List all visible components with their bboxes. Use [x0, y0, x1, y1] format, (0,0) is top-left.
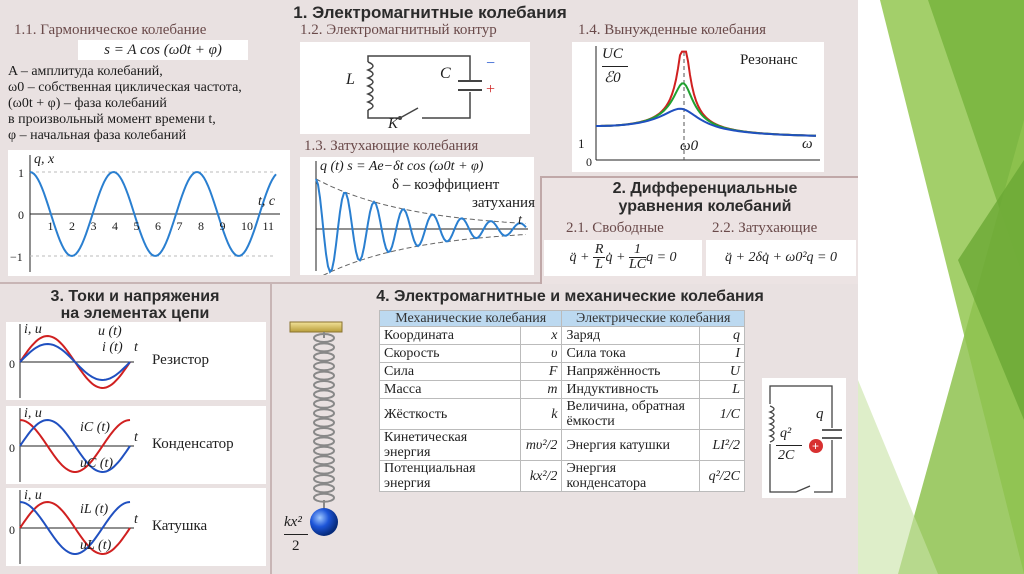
section-2-title-line: уравнения колебаний: [618, 198, 792, 215]
phase-curve-b-label: uL (t): [80, 538, 112, 553]
phase-axes-label: i, u: [24, 488, 42, 503]
mech-quantity: Потенциальная энергия: [380, 461, 521, 492]
section-3-title-line: 3. Токи и напряжения: [50, 288, 220, 305]
mech-symbol: k: [520, 399, 562, 430]
el-quantity: Энергия конденсатора: [562, 461, 700, 492]
cap-energy-bar: [776, 445, 802, 446]
analogy-row: [380, 345, 745, 363]
section-2-title: [560, 180, 850, 216]
el-quantity: Заряд: [562, 327, 700, 345]
resonance-label: Резонанс: [740, 52, 798, 68]
el-symbol: L: [700, 381, 745, 399]
el-symbol: I: [700, 345, 745, 363]
phase-element-label: Конденсатор: [152, 436, 234, 452]
el-symbol: 1/C: [700, 399, 745, 430]
mech-symbol: x: [520, 327, 562, 345]
lc-circuit-energy: [762, 378, 846, 498]
header-electrical: Электрические колебания: [562, 311, 745, 327]
resonance-w: ω: [802, 136, 813, 152]
phase-curve-a-label: iL (t): [80, 502, 109, 517]
s22-formula: q̈ + 2δq̇ + ω0²q = 0: [706, 240, 856, 276]
harmonic-xtick: 6: [155, 219, 161, 233]
section-3-title: [10, 288, 260, 322]
cap-energy-num: q²: [780, 426, 792, 441]
el-quantity: Напряжённость: [562, 363, 700, 381]
spring-coil-turn: [314, 428, 334, 436]
phase-curve-a-label: u (t): [98, 324, 122, 339]
harmonic-ytick: −1: [10, 250, 23, 264]
mech-quantity: Масса: [380, 381, 521, 399]
section-3-title-line: на элементах цепи: [60, 305, 210, 322]
phase-element-label: Резистор: [152, 352, 209, 368]
s11-formula: s = A cos (ω0t + φ): [78, 40, 248, 60]
harmonic-xlabel: t, c: [258, 194, 276, 209]
s11-title: 1.1. Гармоническое колебание: [14, 22, 207, 38]
s11-desc-line: (ω0t + φ) – фаза колебаний: [8, 96, 167, 111]
phase-zero: 0: [9, 523, 15, 537]
section-1-title: 1. Электромагнитные колебания: [293, 3, 567, 22]
harmonic-xtick: 11: [262, 219, 275, 233]
spring-coil-turn: [314, 362, 334, 370]
resonance-zero: 0: [586, 155, 592, 169]
el-symbol: q: [700, 327, 745, 345]
lc-circuit-svg: [300, 42, 530, 134]
resonance-ylabel-bar: [602, 66, 628, 67]
spring-energy-den: 2: [292, 538, 300, 554]
s12-title: 1.2. Электромагнитный контур: [300, 22, 497, 38]
lc-energy-svg: [762, 378, 846, 498]
resonance-one: 1: [578, 136, 585, 151]
mech-symbol: kx²/2: [520, 461, 562, 492]
analogy-table: [379, 310, 745, 492]
inductor-label: L: [346, 71, 355, 88]
harmonic-xtick: 1: [47, 219, 54, 233]
s11-desc-line: φ – начальная фаза колебаний: [8, 128, 187, 143]
el-quantity: Величина, обратная ёмкости: [562, 399, 700, 430]
resonance-ylabel-num: UC: [602, 46, 623, 62]
el-quantity: Сила тока: [562, 345, 700, 363]
spring-coil-turn: [314, 447, 334, 455]
phase-t-label: t: [134, 430, 138, 445]
spring-coil-turn: [314, 353, 334, 361]
header-mechanical: Механические колебания: [380, 311, 562, 327]
spring-coil-turn: [314, 475, 334, 483]
harmonic-xtick: 4: [112, 219, 118, 233]
phase-t-label: t: [134, 340, 138, 355]
harmonic-graph-svg: [8, 150, 290, 276]
section-4-title: 4. Электромагнитные и механические колебания: [376, 288, 764, 305]
el-symbol: LI²/2: [700, 430, 745, 461]
phase-curve-a-label: iC (t): [80, 420, 110, 435]
damped-desc: затухания: [472, 195, 535, 211]
spring-coil-turn: [314, 409, 334, 417]
analogy-row: [380, 381, 745, 399]
section-2-title-line: 2. Дифференциальные: [612, 180, 798, 197]
spring-coil-turn: [314, 381, 334, 389]
s11-desc-line: в произвольный момент времени t,: [8, 112, 216, 127]
spring-coil-turn: [314, 372, 334, 380]
s13-title: 1.3. Затухающие колебания: [304, 138, 479, 154]
mech-symbol: F: [520, 363, 562, 381]
phase-curve-b-label: i (t): [102, 340, 123, 355]
damped-xlabel: t: [518, 213, 522, 228]
spring-coil-turn: [314, 484, 334, 492]
phase-element-label: Катушка: [152, 518, 208, 534]
mech-quantity: Сила: [380, 363, 521, 381]
analogy-row: [380, 430, 745, 461]
el-symbol: U: [700, 363, 745, 381]
s22-title: 2.2. Затухающие: [712, 220, 818, 236]
s14-title: 1.4. Вынужденные колебания: [578, 22, 767, 38]
harmonic-xtick: 3: [90, 219, 97, 233]
s21-title: 2.1. Свободные: [566, 220, 664, 236]
mech-quantity: Кинетическая энергия: [380, 430, 521, 461]
harmonic-ylabel: q, x: [34, 152, 55, 167]
switch-label: K: [388, 116, 399, 132]
phase-graph: [6, 406, 266, 484]
mech-symbol: m: [520, 381, 562, 399]
resonance-w0: ω0: [680, 138, 699, 154]
harmonic-xtick: 7: [176, 219, 183, 233]
spring-energy-num: kx²: [284, 514, 302, 530]
harmonic-xtick: 2: [69, 219, 75, 233]
harmonic-xtick: 5: [133, 219, 140, 233]
s21-formula: q̈ + $\frac{R}{L}$ q̇ + $\frac{1}{LC}$ q = 0: [544, 240, 702, 276]
resonance-graph: [572, 42, 824, 172]
mech-quantity: Жёсткость: [380, 399, 521, 430]
resonance-ylabel-den: ℰ0: [604, 70, 621, 86]
mech-symbol: υ: [520, 345, 562, 363]
harmonic-ytick: 0: [18, 208, 24, 222]
analogy-row: [380, 461, 745, 492]
analogy-row: [380, 399, 745, 430]
capacitor-label: C: [440, 65, 451, 82]
phase-axes-label: i, u: [24, 406, 42, 421]
lc-circuit: [300, 42, 530, 134]
phase-curve-b-label: uC (t): [80, 456, 114, 471]
spring-pendulum: [282, 316, 352, 566]
analogy-row: [380, 363, 745, 381]
damped-desc: δ – коэффициент: [392, 177, 500, 193]
damped-formula: q (t) s = Ae−δt cos (ω0t + φ): [320, 159, 484, 174]
svg-text:+: +: [812, 439, 820, 453]
slide-decoration: [858, 0, 1024, 574]
spring-coil-turn: [314, 437, 334, 445]
cap-energy-den: 2C: [778, 448, 795, 463]
spring-coil-turn: [314, 390, 334, 398]
phase-graph: [6, 488, 266, 566]
harmonic-graph: [8, 150, 290, 276]
analogy-row: [380, 327, 745, 345]
spring-energy-bar: [284, 534, 308, 535]
cap-q-label: q: [816, 406, 824, 422]
capacitor-minus: −: [486, 55, 496, 72]
el-quantity: Индуктивность: [562, 381, 700, 399]
harmonic-xtick: 10: [241, 219, 253, 233]
harmonic-ytick: 1: [18, 166, 24, 180]
spring-coil-turn: [314, 343, 334, 351]
el-symbol: q²/2C: [700, 461, 745, 492]
s11-desc-line: A – амплитуда колебаний,: [8, 64, 163, 79]
harmonic-xtick: 8: [198, 219, 204, 233]
spring-coil-turn: [314, 456, 334, 464]
phase-graph: [6, 322, 266, 400]
analogy-table-header: [380, 311, 745, 327]
spring-coil-turn: [314, 419, 334, 427]
phase-axes-label: i, u: [24, 322, 42, 337]
spring-coil-turn: [314, 400, 334, 408]
mech-quantity: Скорость: [380, 345, 521, 363]
green-triangles: [858, 0, 1024, 574]
phase-zero: 0: [9, 441, 15, 455]
spring-coil-turn: [314, 466, 334, 474]
harmonic-xtick: 9: [219, 219, 226, 233]
mech-quantity: Координата: [380, 327, 521, 345]
phase-t-label: t: [134, 512, 138, 527]
s11-desc-line: ω0 – собственная циклическая частота,: [8, 80, 242, 95]
mech-symbol: mυ²/2: [520, 430, 562, 461]
phase-zero: 0: [9, 357, 15, 371]
damped-graph: [300, 157, 534, 275]
capacitor-plus: +: [486, 81, 496, 98]
el-quantity: Энергия катушки: [562, 430, 700, 461]
